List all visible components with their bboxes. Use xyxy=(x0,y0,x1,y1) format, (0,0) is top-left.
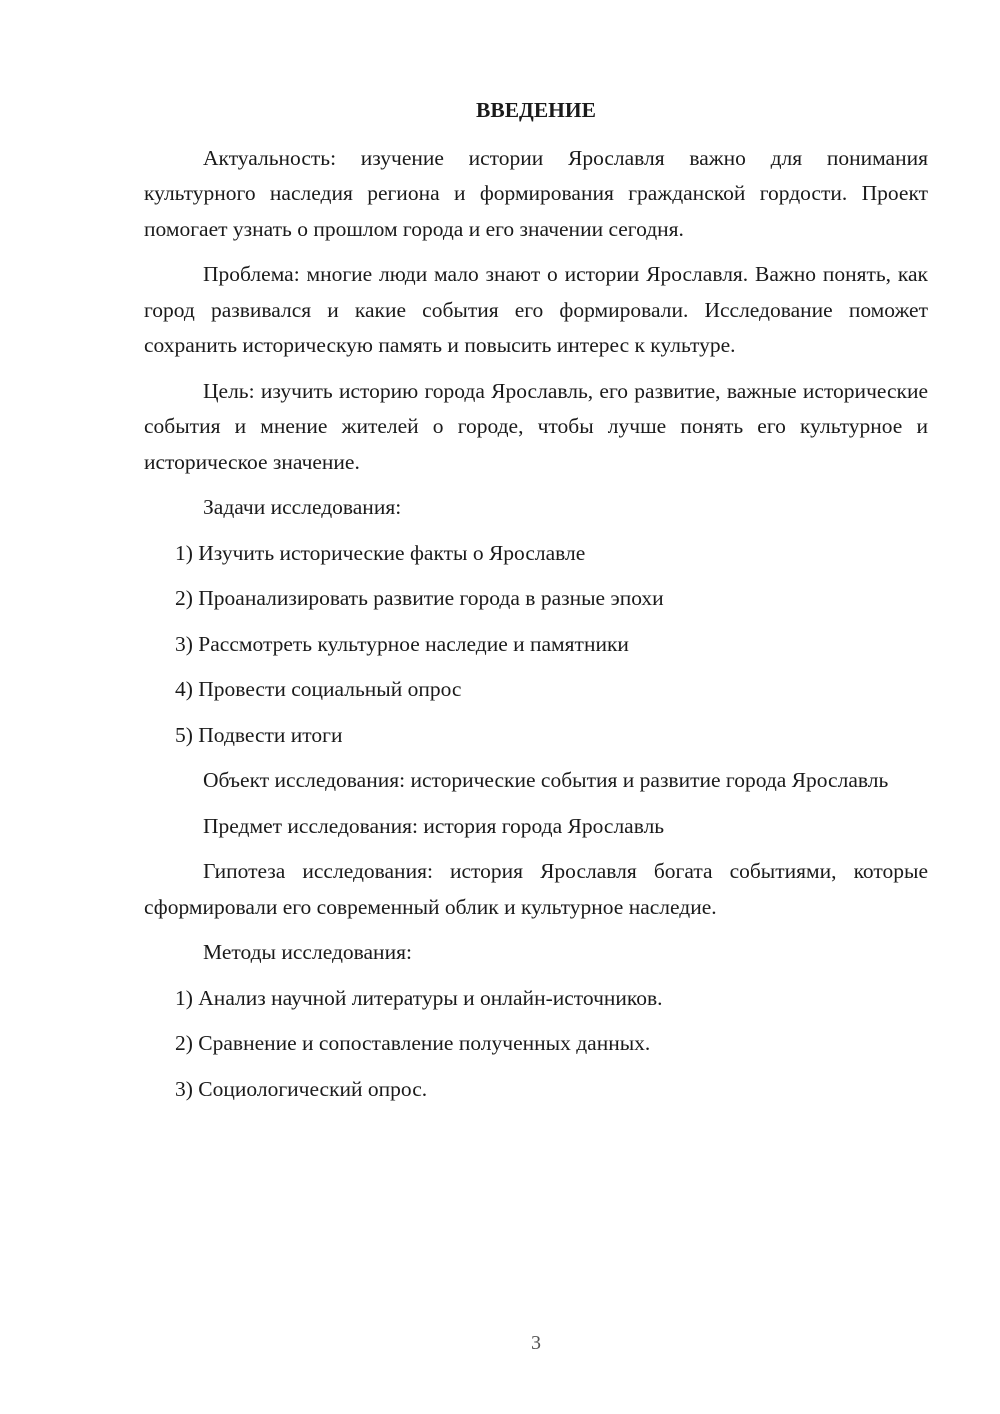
method-item: 2) Сравнение и сопоставление полученных данных. xyxy=(175,1031,651,1055)
task-item: 4) Провести социальный опрос xyxy=(175,677,462,701)
page-number: 3 xyxy=(531,1332,541,1354)
tasks-heading: Задачи исследования: xyxy=(203,495,402,519)
relevance-paragraph: Актуальность: изучение истории Ярославля важно для понимания культурного наследия региона и формирования гражданской гордости. Проект помогает узнать о прошлом города и его значении сегодня. xyxy=(144,145,928,241)
goal-paragraph: Цель: изучить историю города Ярославль, его развитие, важные исторические события и мнение жителей о городе, чтобы лучше понять его культурное и историческое значение. xyxy=(144,378,928,474)
section-title: ВВЕДЕНИЕ xyxy=(476,98,596,122)
method-item: 3) Социологический опрос. xyxy=(175,1076,428,1101)
task-item: 3) Рассмотреть культурное наследие и памятники xyxy=(175,631,629,656)
problem-paragraph: Проблема: многие люди мало знают о истории Ярославля. Важно понять, как город развивался и какие события его формировали. Исследование поможет сохранить историческую память и повысить интерес к культуре. xyxy=(144,262,928,357)
task-item: 2) Проанализировать развитие города в разные эпохи xyxy=(175,586,664,610)
hypothesis-paragraph: Гипотеза исследования: история Ярославля богата событиями, которые сформировали его современный облик и культурное наследие. xyxy=(144,859,928,919)
object-paragraph: Объект исследования: исторические события и развитие города Ярославль xyxy=(203,768,889,792)
page-content xyxy=(144,93,928,1117)
task-item: 5) Подвести итоги xyxy=(175,722,343,747)
subject-paragraph: Предмет исследования: история города Ярославль xyxy=(203,813,665,838)
method-item: 1) Анализ научной литературы и онлайн-источников. xyxy=(175,985,663,1010)
methods-heading: Методы исследования: xyxy=(203,940,412,964)
task-item: 1) Изучить исторические факты о Ярославле xyxy=(175,540,586,565)
